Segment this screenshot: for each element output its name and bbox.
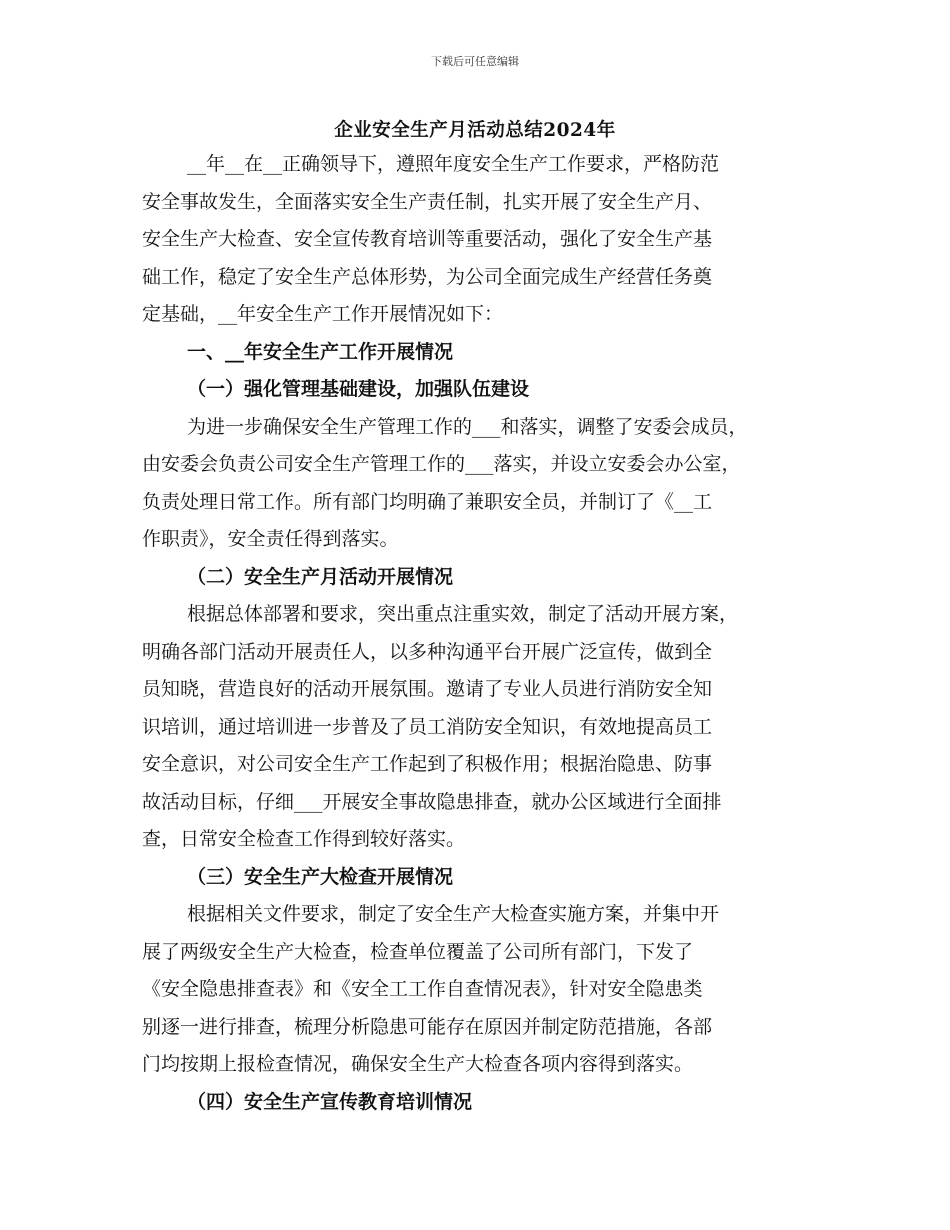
body-text-line: 别逐一进行排查，梳理分析隐患可能存在原因并制定防范措施，各部 (142, 1015, 713, 1038)
body-text-line: __年__在__正确领导下，遵照年度安全生产工作要求，严格防范 (187, 153, 720, 175)
body-text-line: 由安委会负责公司安全生产管理工作的___落实，并设立安委会办公室， (142, 453, 741, 475)
body-text-line: 查，日常安全检查工作得到较好落实。 (142, 828, 466, 850)
body-text-line: 负责处理日常工作。所有部门均明确了兼职安全员，并制订了《__工 (142, 490, 713, 513)
section-heading: （一）强化管理基础建设，加强队伍建设 (187, 378, 530, 400)
body-text-line: 门均按期上报检查情况，确保安全生产大检查各项内容得到落实。 (142, 1053, 694, 1075)
section-heading: （四）安全生产宣传教育培训情况 (187, 1090, 473, 1113)
body-text-line: 员知晓，营造良好的活动开展氛围。邀请了专业人员进行消防安全知 (142, 678, 713, 700)
body-text-line: 安全意识，对公司安全生产工作起到了积极作用；根据治隐患、防事 (142, 753, 713, 775)
body-text-line: 作职责》，安全责任得到落实。 (142, 528, 399, 550)
body-text-line: 础工作，稳定了安全生产总体形势，为公司全面完成生产经营任务奠 (142, 265, 713, 288)
body-text-line: 定基础，__年安全生产工作开展情况如下： (142, 303, 504, 325)
body-text-line: 安全生产大检查、安全宣传教育培训等重要活动，强化了安全生产基 (142, 228, 713, 250)
body-text-line: 识培训，通过培训进一步普及了员工消防安全知识，有效地提高员工 (142, 715, 713, 738)
section-heading: （三）安全生产大检查开展情况 (187, 865, 454, 888)
section-heading: 一、__年安全生产工作开展情况 (187, 340, 454, 363)
body-text-line: 展了两级安全生产大检查，检查单位覆盖了公司所有部门，下发了 (142, 940, 694, 963)
section-heading: （二）安全生产月活动开展情况 (187, 565, 454, 588)
body-text-line: 为进一步确保安全生产管理工作的___和落实，调整了安委会成员， (187, 415, 748, 438)
document-title: 企业安全生产月活动总结2024年 (334, 120, 616, 141)
body-text-line: 根据相关文件要求，制定了安全生产大检查实施方案，并集中开 (187, 903, 720, 925)
body-text-line: 根据总体部署和要求，突出重点注重实效，制定了活动开展方案， (187, 603, 739, 625)
page-header-note: 下载后可任意编辑 (431, 55, 519, 68)
body-text-line: 《安全隐患排查表》和《安全工工作自查情况表》，针对安全隐患类 (142, 978, 703, 1000)
body-text-line: 故活动目标，仔细___开展安全事故隐患排查，就办公区域进行全面排 (142, 790, 722, 813)
body-text-line: 安全事故发生，全面落实安全生产责任制，扎实开展了安全生产月、 (142, 190, 713, 213)
body-text-line: 明确各部门活动开展责任人，以多种沟通平台开展广泛宣传，做到全 (142, 640, 713, 663)
